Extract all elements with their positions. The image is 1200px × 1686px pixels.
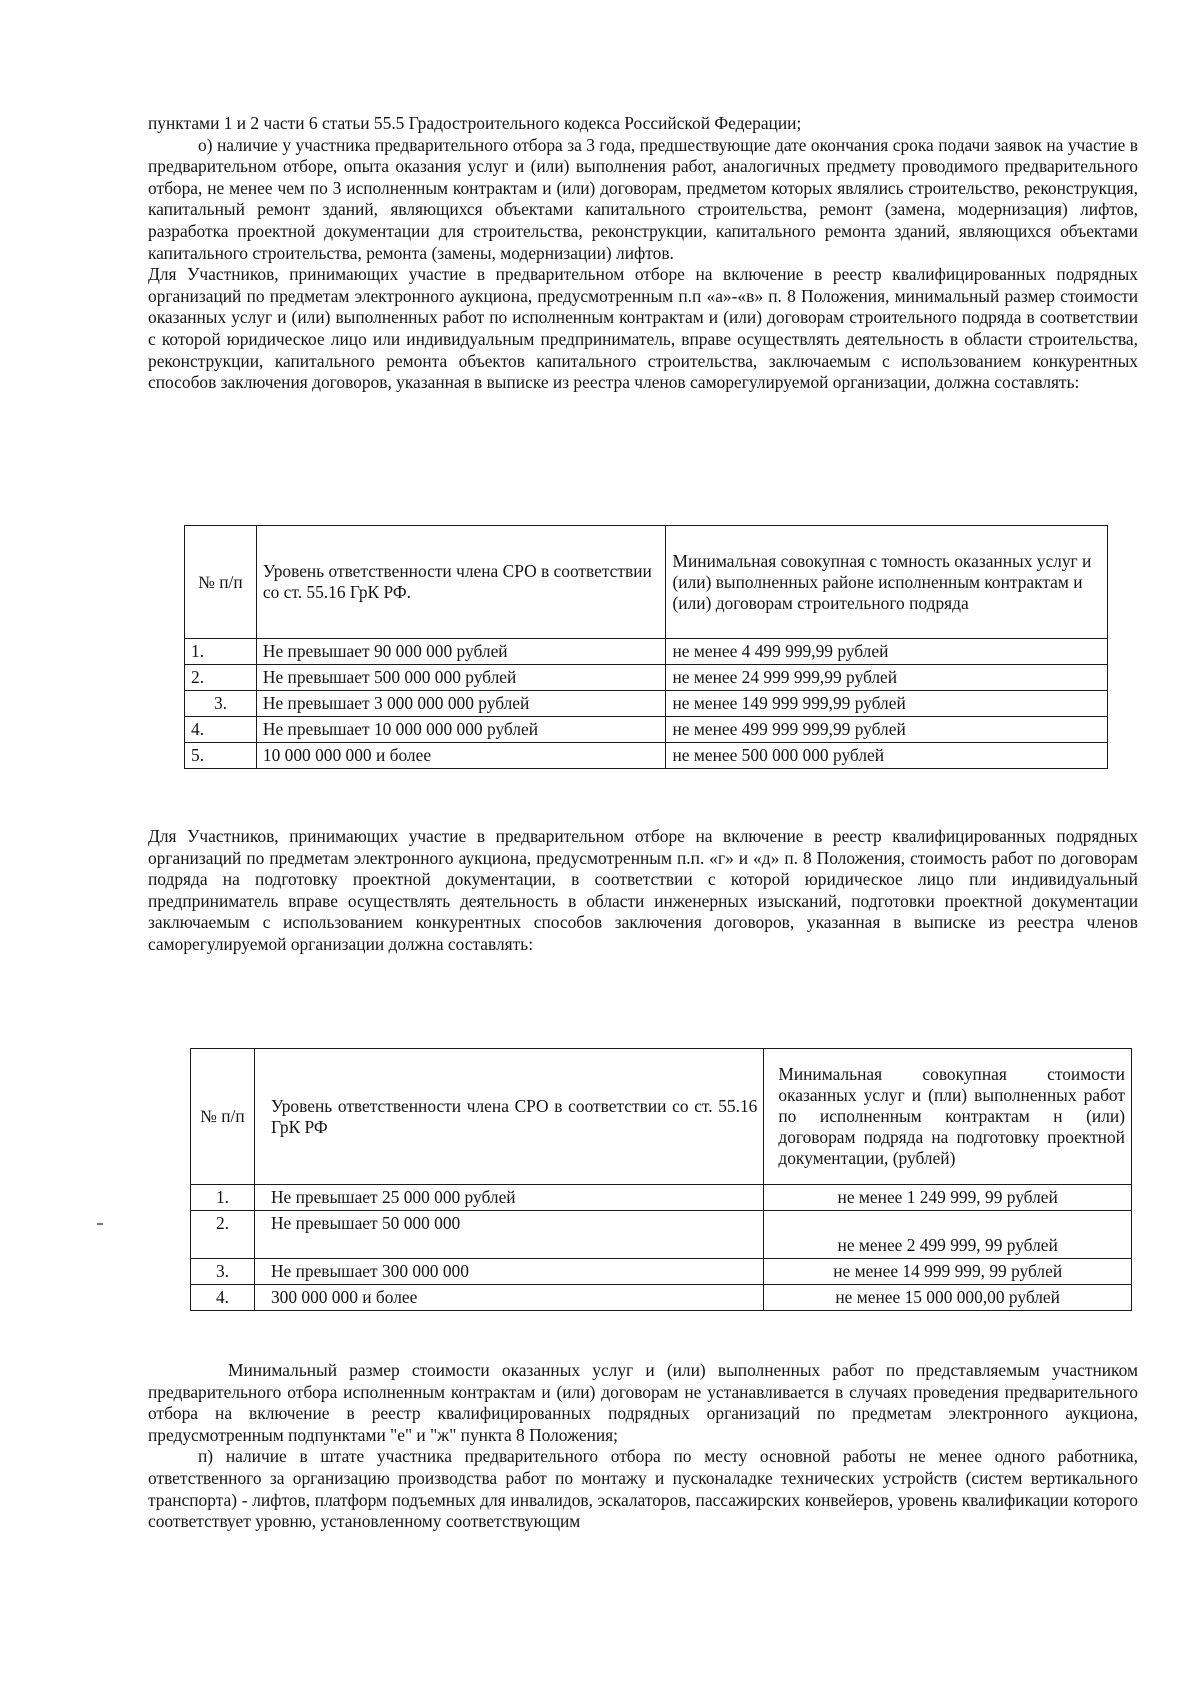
table-row [191, 1185, 1132, 1211]
paragraph-table1-intro: Для Участников, принимающих участие в предварительном отборе на включение в реестр квалифицированных подрядных организаций по предметам электронного аукциона, предусмотренным п.п «а»-«в» п. 8 Положения, минимальный размер стоимости оказанных услуг и (или) выполненных работ по исполненным контрактам и (или) договорам строительного подряда в соответствии с которой юридическое лицо или индивидуальным предприниматель, вправе осуществлять деятельность в области строительства, реконструкции, капитального ремонта объектов капитального строительства, заключаемым с использованием конкурентных способов заключения договоров, указанная в выписке из реестра членов саморегулируемой организации, должна составлять: [148, 264, 1138, 393]
row-min-cost: не менее 14 999 999, 99 рублей [764, 1259, 1132, 1285]
row-min-cost: не менее 2 499 999, 99 рублей [764, 1211, 1132, 1259]
paragraph-item-p: п) наличие в штате участника предварительного отбора по месту основной работы не менее одного работника, ответственного за организацию производства работ по монтажу и пусконаладке технических устройств (систем вертикального транспорта) - лифтов, платформ подъемных для инвалидов, эскалаторов, пассажирских конвейеров, уровень квалификации которого соответствует уровню, установленному соответствующим [148, 1446, 1138, 1532]
paragraph-min-cost-exemption: Минимальный размер стоимости оказанных услуг и (или) выполненных работ по представляемым участником предварительного отбора исполненным контрактам и (или) договорам не устанавливается в случаях проведения предварительного отбора на включение в реестр квалифицированных подрядных организаций по предметам электронного аукциона, предусмотренным подпунктами "е" и "ж" пункта 8 Положения; [148, 1360, 1138, 1445]
row-number: 1. [185, 639, 257, 665]
header-liability-level: Уровень ответственности члена СРО в соответствии со ст. 55.16 ГрК РФ. [256, 526, 666, 639]
row-min-cost: не менее 499 999 999,99 рублей [666, 717, 1108, 743]
row-liability: Не превышает 500 000 000 рублей [256, 665, 666, 691]
row-min-cost: не менее 500 000 000 рублей [666, 743, 1108, 769]
row-number: 4. [185, 717, 257, 743]
closing-block [148, 1360, 1138, 1533]
paragraph-item-o: о) наличие у участника предварительного отбора за 3 года, предшествующие дате окончания срока подачи заявок на участие в предварительном отборе, опыта оказания услуг и (или) выполнения работ, аналогичных предмету проводимого предварительного отбора, не менее чем по 3 исполненным контрактам и (или) договорам, предметом которых являлись строительство, реконструкция, капитальный ремонт зданий, являющихся объектами капитального строительства, ремонт (замена, модернизация) лифтов, разработка проектной документации для строительства, реконструкции, капитального ремонта зданий, являющихся объектами капитального строительства, ремонта (замены, модернизации) лифтов. [148, 134, 1138, 263]
header-liability-level: Уровень ответственности члена СРО в соответствии со ст. 55.16 ГрК РФ [254, 1049, 763, 1185]
liability-table-design [190, 1048, 1132, 1311]
row-liability: Не превышает 300 000 000 [254, 1259, 763, 1285]
table-row [191, 1259, 1132, 1285]
row-min-cost: не менее 15 000 000,00 рублей [764, 1285, 1132, 1311]
scan-artifact-mark [97, 1223, 103, 1225]
row-liability: 10 000 000 000 и более [256, 743, 666, 769]
row-liability: Не превышает 90 000 000 рублей [256, 639, 666, 665]
header-min-cost: Минимальная совокупная с томность оказанных услуг и (или) выполненных районе исполненным контрактам и (или) договорам строительного подряда [666, 526, 1108, 639]
table-row [191, 1285, 1132, 1311]
row-number: 3. [191, 1259, 255, 1285]
table-row [185, 665, 1108, 691]
row-liability: Не превышает 3 000 000 000 рублей [256, 691, 666, 717]
paragraph-table2-intro: Для Участников, принимающих участие в предварительном отборе на включение в реестр квалифицированных подрядных организаций по предметам электронного аукциона, предусмотренным п.п. «г» и «д» п. 8 Положения, стоимость работ по договорам подряда на подготовку проектной документации, в соответствии с которой юридическое лицо пли индивидуальный предприниматель вправе осуществлять деятельность в области инженерных изысканий, подготовки проектной документации заключаемым с использованием конкурентных способов заключения договоров, указанная в выписке из реестра членов саморегулируемой организации должна составлять: [148, 826, 1138, 954]
row-number: 4. [191, 1285, 255, 1311]
header-number: № п/п [185, 526, 257, 639]
table-row [185, 691, 1108, 717]
table-header-row [185, 526, 1108, 639]
header-min-cost: Минимальная совокупная стоимости оказанных услуг и (пли) выполненных работ по исполненным контрактам н (или) договорам подряда на подготовку проектной документации, (рублей) [764, 1049, 1132, 1185]
row-liability: 300 000 000 и более [254, 1285, 763, 1311]
row-number: 5. [185, 743, 257, 769]
row-liability: Не превышает 10 000 000 000 рублей [256, 717, 666, 743]
row-min-cost: не менее 149 999 999,99 рублей [666, 691, 1108, 717]
row-min-cost: не менее 1 249 999, 99 рублей [764, 1185, 1132, 1211]
table-row [191, 1211, 1132, 1259]
document-page [148, 113, 1138, 1532]
row-min-cost: не менее 4 499 999,99 рублей [666, 639, 1108, 665]
row-liability: Не превышает 25 000 000 рублей [254, 1185, 763, 1211]
table-header-row [191, 1049, 1132, 1185]
paragraph-continuation: пунктами 1 и 2 части 6 статьи 55.5 Градостроительного кодекса Российской Федерации; [148, 113, 802, 133]
row-number: 1. [191, 1185, 255, 1211]
table-row [185, 743, 1108, 769]
row-liability: Не превышает 50 000 000 [254, 1211, 763, 1259]
liability-table-construction [184, 525, 1108, 769]
table-row [185, 639, 1108, 665]
table-row [185, 717, 1108, 743]
row-min-cost: не менее 24 999 999,99 рублей [666, 665, 1108, 691]
header-number: № п/п [191, 1049, 255, 1185]
table2-intro-block [148, 826, 1138, 956]
row-number: 2. [185, 665, 257, 691]
row-number: 2. [191, 1211, 255, 1259]
row-number: 3. [185, 691, 257, 717]
